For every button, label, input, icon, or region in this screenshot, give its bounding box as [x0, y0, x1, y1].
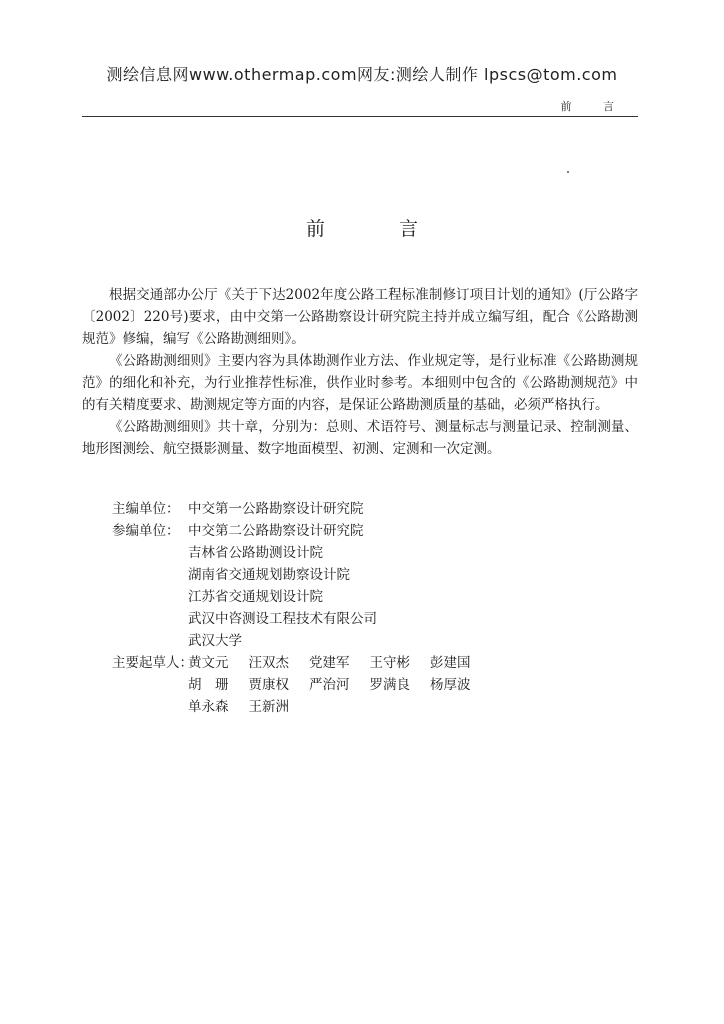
drafter-name: 罗满良 — [369, 677, 410, 693]
drafters-line — [188, 674, 632, 696]
credits-block — [112, 498, 632, 718]
participating-unit: 中交第二公路勘察设计研究院 — [188, 523, 364, 539]
paragraph: 《公路勘测细则》共十章，分别为：总则、术语符号、测量标志与测量记录、控制测量、地形图测绘、航空摄影测量、数字地面模型、初测、定测和一次定测。 — [82, 419, 638, 457]
drafter-name: 彭建国 — [430, 655, 471, 671]
drafter-name: 单永森 — [188, 699, 229, 715]
drafter-name: 王守彬 — [369, 655, 410, 671]
drafters-row — [112, 652, 632, 718]
drafter-name: 严治河 — [309, 677, 350, 693]
watermark-text: 测绘信息网www.othermap.com网友:测绘人制作 lpscs@tom.com — [106, 65, 618, 84]
drafter-name: 王新洲 — [248, 699, 289, 715]
chief-unit-row — [112, 498, 632, 520]
participating-unit: 湖南省交通规划勘察设计院 — [188, 567, 350, 583]
participating-unit: 武汉大学 — [188, 633, 242, 649]
drafter-name: 黄文元 — [188, 655, 229, 671]
paragraph: 根据交通部办公厅《关于下达2002年度公路工程标准制修订项目计划的通知》(厅公路字〔2002〕220号)要求，由中交第一公路勘察设计研究院主持并成立编写组，配合《公路勘测规范》修编，编写《公路勘测细则》。 — [82, 287, 638, 347]
chief-unit: 中交第一公路勘察设计研究院 — [188, 501, 364, 517]
header-rule — [82, 116, 638, 117]
participating-units-label: 参编单位： — [112, 523, 180, 539]
drafter-name: 贾康权 — [248, 677, 289, 693]
drafters-line — [188, 696, 632, 718]
running-head: 前 言 — [560, 100, 628, 113]
drafters-label: 主要起草人： — [112, 655, 193, 671]
drafter-name: 汪双杰 — [248, 655, 289, 671]
page-title: 前 言 — [305, 218, 453, 240]
participating-unit: 江苏省交通规划设计院 — [188, 589, 323, 605]
drafter-name: 杨厚波 — [430, 677, 471, 693]
scan-speck — [567, 171, 569, 173]
participating-unit: 吉林省公路勘测设计院 — [188, 545, 323, 561]
participating-unit: 武汉中咨测设工程技术有限公司 — [188, 611, 377, 627]
drafter-name: 党建军 — [309, 655, 350, 671]
paragraph: 《公路勘测细则》主要内容为具体勘测作业方法、作业规定等，是行业标准《公路勘测规范》的细化和补充，为行业推荐性标准，供作业时参考。本细则中包含的《公路勘测规范》中的有关精度要求、勘测规定等方面的内容，是保证公路勘测质量的基础，必须严格执行。 — [82, 353, 638, 413]
drafters-line — [188, 652, 632, 674]
body-text — [82, 284, 638, 460]
drafter-name: 胡 珊 — [188, 677, 229, 693]
chief-unit-label: 主编单位： — [112, 501, 180, 517]
participating-units-row — [112, 520, 632, 652]
